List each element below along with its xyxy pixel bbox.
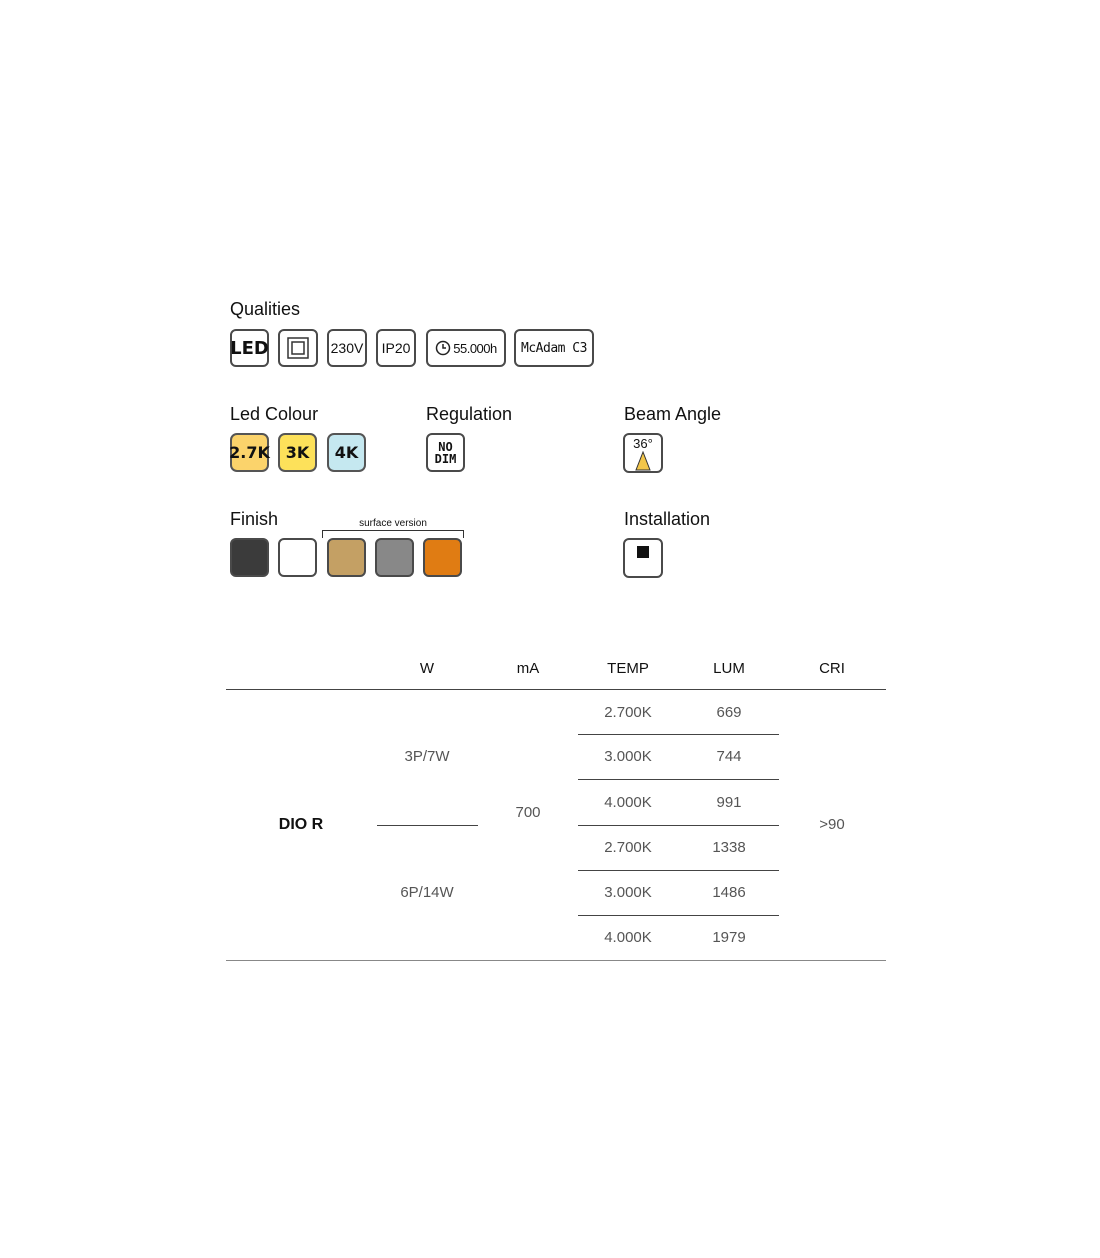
temp-cell: 3.000K <box>604 748 652 765</box>
model-name: DIO R <box>278 816 324 833</box>
colour-chip-4k <box>327 433 366 472</box>
cri-value: >90 <box>819 816 845 833</box>
row-divider <box>578 915 779 916</box>
header-lum: LUM <box>713 660 745 677</box>
finish-swatch-white <box>278 538 317 577</box>
installation-icon <box>623 538 663 578</box>
header-ma: mA <box>516 660 540 677</box>
qualities-heading: Qualities <box>230 299 301 319</box>
power-group-divider <box>377 825 478 826</box>
colour-chip-3k <box>278 433 317 472</box>
temp-cell: 4.000K <box>604 929 652 946</box>
row-divider <box>578 734 779 735</box>
voltage-label: 230V <box>330 340 364 356</box>
finish-swatch-black <box>230 538 269 577</box>
table-bottom-border <box>226 960 886 961</box>
temp-cell: 2.700K <box>604 839 652 856</box>
lifetime-badge <box>426 329 506 367</box>
voltage-badge <box>327 329 367 367</box>
no-dim-line1: NO <box>438 439 453 454</box>
lum-cell: 1338 <box>712 839 746 856</box>
row-divider <box>578 779 779 780</box>
lum-cell: 1486 <box>712 884 746 901</box>
surface-version-bracket <box>322 530 464 538</box>
installation-heading: Installation <box>624 509 711 529</box>
colour-chip-label: 2.7K <box>229 443 270 462</box>
mcadam-label: McAdam C3 <box>521 340 587 356</box>
temp-cell: 2.700K <box>604 704 652 721</box>
beam-angle-badge <box>623 433 663 473</box>
temp-cell: 4.000K <box>604 794 652 811</box>
beam-cone-icon <box>633 451 653 471</box>
double-insulation-icon <box>278 329 318 367</box>
colour-chip-2-7k <box>230 433 269 472</box>
colour-chip-label: 3K <box>285 443 310 462</box>
lum-cell: 744 <box>716 748 742 765</box>
led-badge-label: LED <box>230 337 269 359</box>
finish-swatch-gold <box>327 538 366 577</box>
mcadam-badge <box>514 329 594 367</box>
colour-chip-label: 4K <box>334 443 359 462</box>
header-w: W <box>419 660 435 677</box>
led-badge <box>230 329 269 367</box>
beam-angle-value: 36° <box>633 436 653 451</box>
surface-version-label <box>322 518 464 529</box>
finish-heading: Finish <box>230 509 279 529</box>
ip-rating-label: IP20 <box>381 340 411 356</box>
no-dim-badge <box>426 433 465 472</box>
lifetime-label: 55.000h <box>453 340 497 356</box>
header-cri: CRI <box>819 660 845 677</box>
finish-swatch-orange <box>423 538 462 577</box>
surface-version-text: surface version <box>359 518 427 529</box>
led-colour-heading: Led Colour <box>230 404 319 424</box>
lum-cell: 669 <box>716 704 742 721</box>
header-divider <box>226 689 886 690</box>
header-temp: TEMP <box>607 660 649 677</box>
double-square-icon <box>286 336 310 360</box>
clock-icon <box>435 340 451 356</box>
power-group-2: 6P/14W <box>400 884 454 901</box>
lum-cell: 991 <box>716 794 742 811</box>
beam-angle-heading: Beam Angle <box>624 404 722 424</box>
no-dim-line2: DIM <box>434 451 457 466</box>
row-divider <box>578 825 779 826</box>
row-divider <box>578 870 779 871</box>
ma-value: 700 <box>515 804 541 821</box>
ip-rating-badge <box>376 329 416 367</box>
temp-cell: 3.000K <box>604 884 652 901</box>
regulation-heading: Regulation <box>426 404 513 424</box>
lum-cell: 1979 <box>712 929 746 946</box>
power-group-1: 3P/7W <box>404 748 450 765</box>
finish-swatch-grey <box>375 538 414 577</box>
recessed-install-icon <box>625 540 661 576</box>
